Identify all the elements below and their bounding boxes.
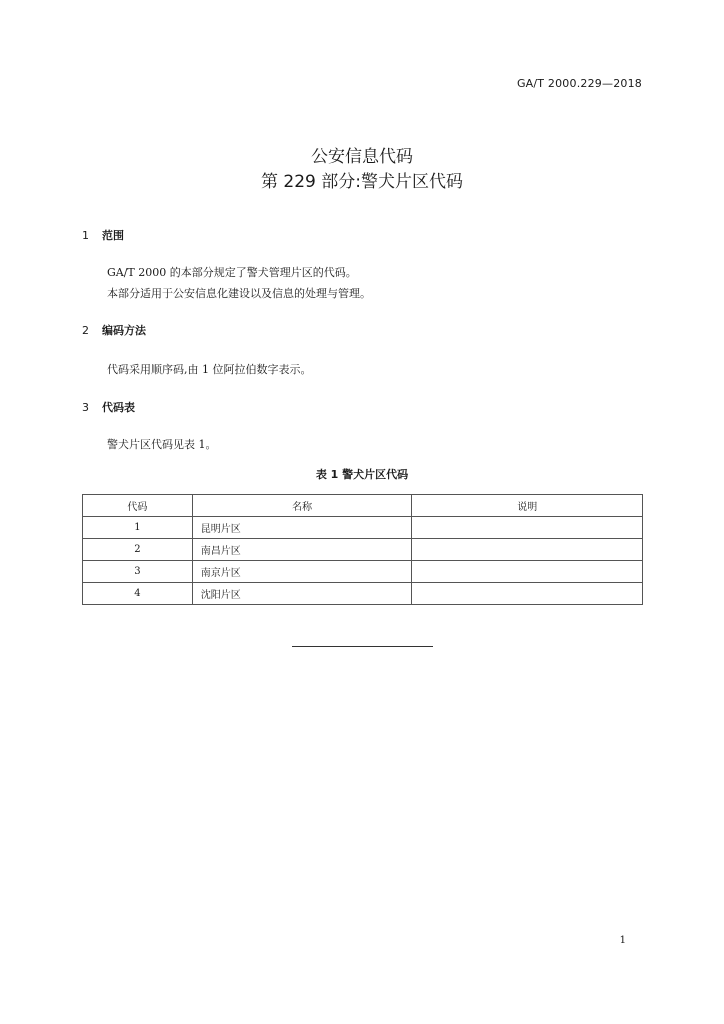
cell-code: 3 [83,561,193,583]
table-caption: 表 1 警犬片区代码 [315,468,409,481]
cell-note [412,561,643,583]
table-row [83,517,643,539]
section-number: 1 [82,229,89,242]
table-header-row [83,495,643,517]
section-number: 2 [82,324,89,337]
document-code: GA/T 2000.229—2018 [516,77,642,90]
paragraph: 代码采用顺序码,由 1 位阿拉伯数字表示。 [107,363,312,376]
document-title: 公安信息代码 [311,147,413,167]
section-title: 编码方法 [102,324,146,337]
end-rule [292,646,433,647]
cell-name: 昆明片区 [192,517,412,539]
section-heading-code-table [82,399,135,415]
section-number: 3 [82,401,89,414]
table-row [83,539,643,561]
paragraph: 本部分适用于公安信息化建设以及信息的处理与管理。 [107,287,371,300]
cell-name: 南京片区 [192,561,412,583]
column-header-code: 代码 [83,495,193,517]
cell-name: 沈阳片区 [192,583,412,605]
page-number: 1 [619,935,626,946]
cell-name: 南昌片区 [192,539,412,561]
column-header-note: 说明 [412,495,643,517]
cell-note [412,539,643,561]
document-subtitle: 第 229 部分:警犬片区代码 [261,172,463,192]
code-table [82,494,643,605]
section-heading-coding-method [82,322,146,338]
cell-code: 2 [83,539,193,561]
section-heading-scope [82,227,124,243]
cell-note [412,517,643,539]
section-title: 范围 [102,229,124,242]
cell-code: 4 [83,583,193,605]
paragraph: 警犬片区代码见表 1。 [107,438,217,451]
column-header-name: 名称 [192,495,412,517]
section-title: 代码表 [102,401,135,414]
cell-code: 1 [83,517,193,539]
paragraph: GA/T 2000 的本部分规定了警犬管理片区的代码。 [107,266,357,279]
cell-note [412,583,643,605]
table-row [83,561,643,583]
table-row [83,583,643,605]
